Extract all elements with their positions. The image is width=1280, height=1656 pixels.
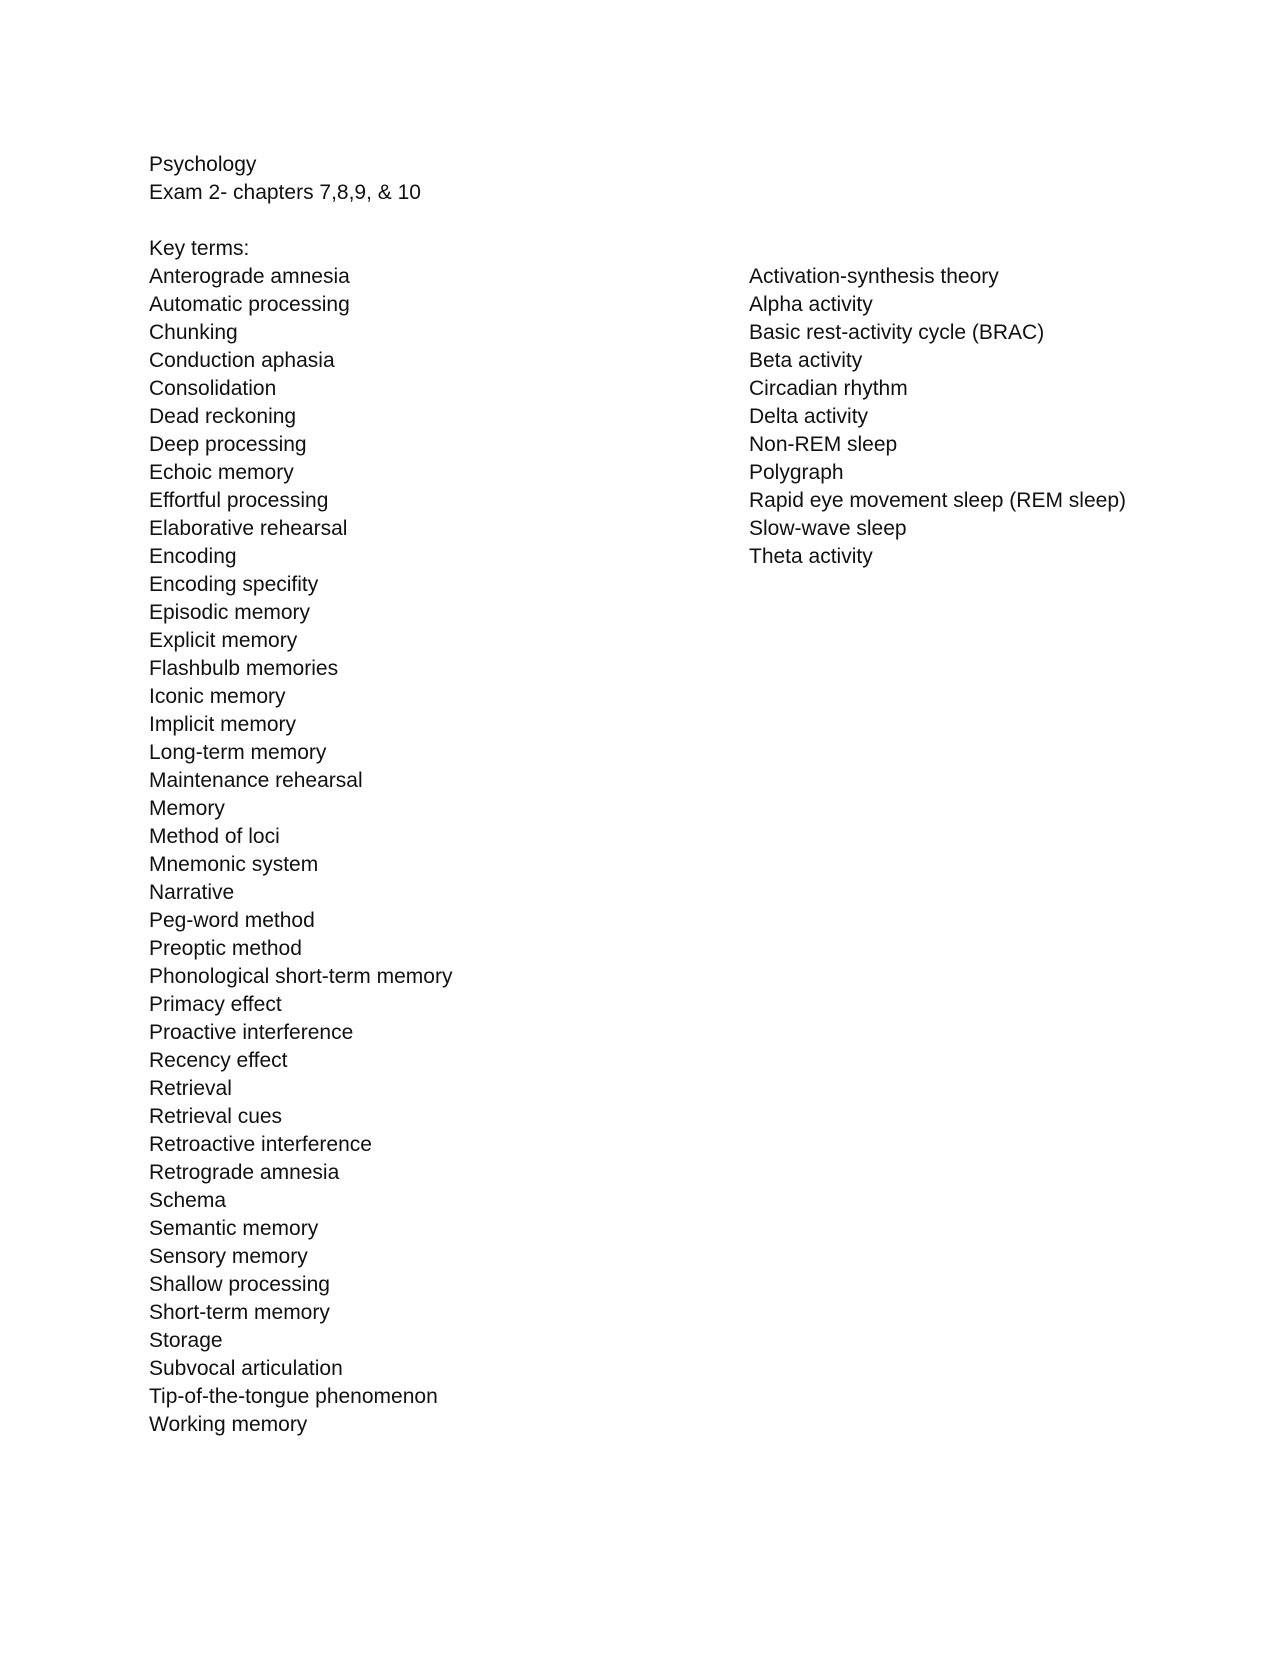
key-term-item: Elaborative rehearsal bbox=[149, 517, 348, 540]
key-term-item: Tip-of-the-tongue phenomenon bbox=[149, 1385, 438, 1408]
key-term-item: Non-REM sleep bbox=[749, 433, 898, 456]
key-term-item: Automatic processing bbox=[149, 293, 350, 316]
key-term-item: Effortful processing bbox=[149, 489, 329, 512]
key-term-item: Implicit memory bbox=[149, 713, 297, 736]
key-term-item: Beta activity bbox=[749, 349, 863, 372]
key-term-item: Working memory bbox=[149, 1413, 308, 1436]
key-term-item: Long-term memory bbox=[149, 741, 327, 764]
key-term-item: Storage bbox=[149, 1329, 223, 1352]
key-term-item: Maintenance rehearsal bbox=[149, 769, 363, 792]
key-term-item: Mnemonic system bbox=[149, 853, 319, 876]
key-term-item: Consolidation bbox=[149, 377, 277, 400]
key-term-item: Explicit memory bbox=[149, 629, 298, 652]
key-term-item: Encoding specifity bbox=[149, 573, 319, 596]
key-term-item: Proactive interference bbox=[149, 1021, 354, 1044]
key-term-item: Delta activity bbox=[749, 405, 869, 428]
key-term-item: Dead reckoning bbox=[149, 405, 297, 428]
document-header bbox=[149, 151, 421, 207]
key-term-item: Basic rest-activity cycle (BRAC) bbox=[749, 321, 1045, 344]
key-terms-right-column bbox=[749, 263, 1126, 571]
key-term-item: Recency effect bbox=[149, 1049, 288, 1072]
key-term-item: Slow-wave sleep bbox=[749, 517, 907, 540]
document-subtitle: Exam 2- chapters 7,8,9, & 10 bbox=[149, 181, 421, 204]
key-term-item: Semantic memory bbox=[149, 1217, 319, 1240]
key-term-item: Echoic memory bbox=[149, 461, 294, 484]
key-term-item: Retrograde amnesia bbox=[149, 1161, 340, 1184]
key-term-item: Preoptic method bbox=[149, 937, 302, 960]
key-term-item: Schema bbox=[149, 1189, 227, 1212]
key-term-item: Method of loci bbox=[149, 825, 280, 848]
key-term-item: Deep processing bbox=[149, 433, 307, 456]
key-term-item: Retroactive interference bbox=[149, 1133, 372, 1156]
key-term-item: Conduction aphasia bbox=[149, 349, 335, 372]
key-term-item: Polygraph bbox=[749, 461, 844, 484]
key-term-item: Narrative bbox=[149, 881, 235, 904]
key-term-item: Activation-synthesis theory bbox=[749, 265, 999, 288]
key-term-item: Episodic memory bbox=[149, 601, 311, 624]
key-term-item: Flashbulb memories bbox=[149, 657, 339, 680]
key-term-item: Rapid eye movement sleep (REM sleep) bbox=[749, 489, 1126, 512]
key-term-item: Primacy effect bbox=[149, 993, 282, 1016]
key-term-item: Subvocal articulation bbox=[149, 1357, 343, 1380]
key-terms-label: Key terms: bbox=[149, 237, 250, 260]
key-term-item: Short-term memory bbox=[149, 1301, 330, 1324]
key-term-item: Encoding bbox=[149, 545, 237, 568]
key-term-item: Retrieval bbox=[149, 1077, 232, 1100]
key-term-item: Peg-word method bbox=[149, 909, 315, 932]
key-term-item: Sensory memory bbox=[149, 1245, 308, 1268]
key-term-item: Chunking bbox=[149, 321, 238, 344]
key-term-item: Iconic memory bbox=[149, 685, 286, 708]
key-term-item: Memory bbox=[149, 797, 225, 820]
key-term-item: Phonological short-term memory bbox=[149, 965, 453, 988]
document-title: Psychology bbox=[149, 153, 257, 176]
key-term-item: Circadian rhythm bbox=[749, 377, 908, 400]
key-term-item: Alpha activity bbox=[749, 293, 873, 316]
key-term-item: Theta activity bbox=[749, 545, 873, 568]
key-term-item: Anterograde amnesia bbox=[149, 265, 350, 288]
key-term-item: Shallow processing bbox=[149, 1273, 330, 1296]
key-term-item: Retrieval cues bbox=[149, 1105, 283, 1128]
key-terms-left-column bbox=[149, 263, 452, 1439]
